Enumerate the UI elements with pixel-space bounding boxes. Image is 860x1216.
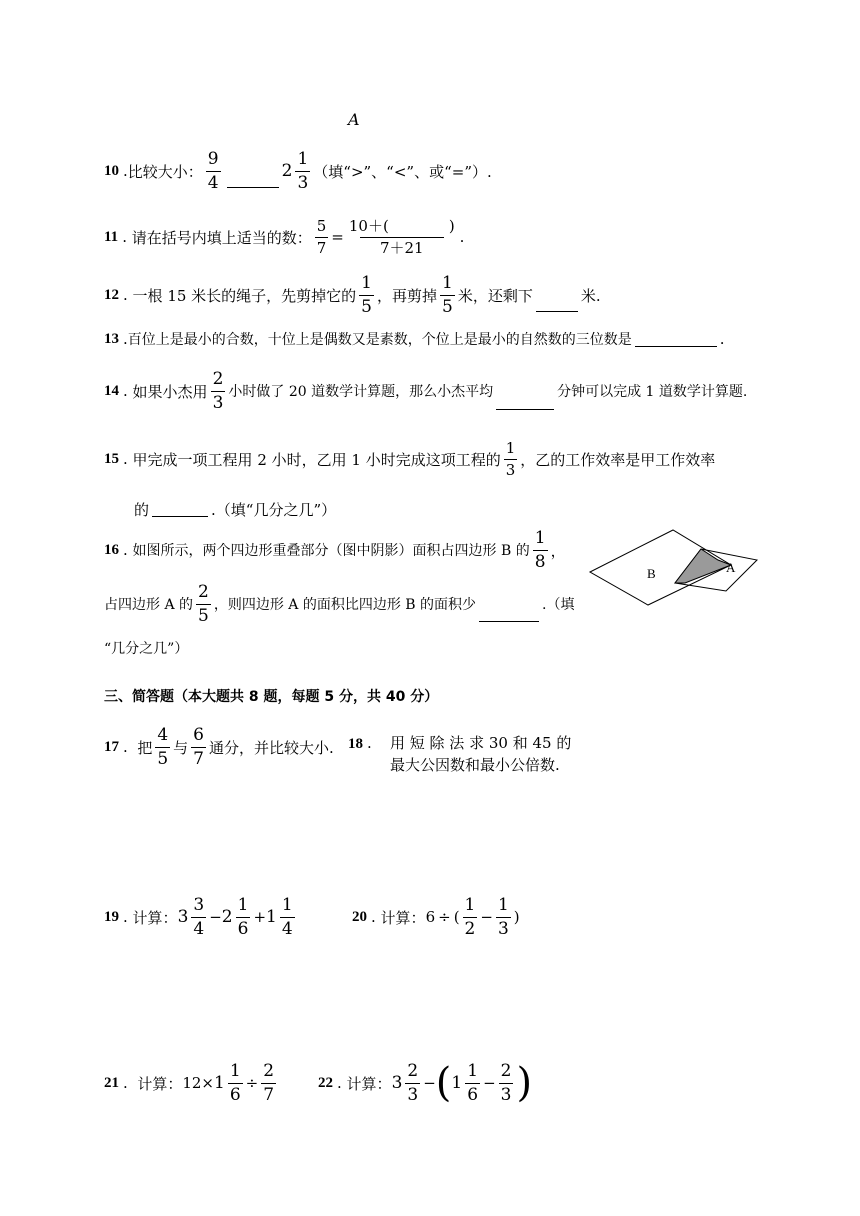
question-number: 17 [104, 738, 119, 755]
q21-prefix: 计算： [137, 1074, 183, 1093]
question-number: 20 [352, 908, 367, 925]
q15-text: .（填“几分之几”） [211, 500, 337, 519]
q16-text: “几分之几”） [104, 641, 189, 657]
question-number: 11 [104, 228, 119, 245]
question-15: 15 . 甲完成一项工程用 2 小时，乙用 1 小时完成这项工程的 $\frac{1}{3}$ ，乙的工作效率是甲工作效率 [104, 438, 716, 479]
q10-suffix: （填“>”、“<”、或“=”）. [313, 162, 492, 181]
q11-prefix: 请在括号内填上适当的数： [131, 228, 312, 247]
fraction: $\frac{1}{2}$ [464, 894, 476, 939]
q15-text: 的 [134, 500, 150, 519]
question-12: 12 . 一根 15 米长的绳子，先剪掉它的 $\frac{1}{5}$ ，再剪掉 $\frac{1}{5}$ 米，还剩下 米. [104, 272, 601, 317]
plus-sign: + [253, 908, 267, 926]
answer-blank[interactable] [536, 310, 578, 312]
question-10 [104, 150, 492, 192]
question-11: 11 . 请在括号内填上适当的数： $\frac{5}{7}$ = $\frac{10+( )}{7+21}$ . [104, 216, 465, 257]
number: 6 [425, 908, 436, 926]
mixed-number: 1 $\frac{1}{6}$ [451, 1060, 479, 1105]
question-18: 18 . [348, 734, 372, 752]
fraction-with-blank[interactable]: $\frac{10+( )}{7+21}$ [348, 216, 455, 257]
q14-text: 小时做了 20 道数学计算题，那么小杰平均 [228, 384, 494, 400]
mixed-number: 1 $\frac{1}{6}$ [214, 1060, 241, 1105]
question-number: 16 [104, 541, 119, 558]
q16-text: .（填 [542, 597, 575, 613]
mixed-number: 2 $\frac{1}{3}$ [281, 148, 309, 193]
q14-text: 如果小杰用 [132, 382, 208, 401]
label-b: B [647, 566, 656, 581]
question-15-continued [134, 498, 336, 520]
mixed-number: 1 $\frac{1}{4}$ [266, 894, 293, 939]
question-number: 19 [104, 908, 119, 925]
fraction: $\frac{1}{5}$ [361, 272, 372, 317]
answer-blank[interactable] [152, 515, 208, 517]
question-number: 18 [348, 736, 363, 752]
q12-text: 米，还剩下 [457, 286, 533, 305]
fraction: $\frac{1}{8}$ [534, 527, 546, 572]
q16-text: ， [550, 541, 566, 560]
mixed-number: 3 $\frac{2}{3}$ [391, 1060, 419, 1105]
q16-text: ，则四边形 A 的面积比四边形 B 的面积少 [213, 597, 477, 613]
q12-text: 一根 15 米长的绳子，先剪掉它的 [132, 286, 357, 305]
q22-prefix: 计算： [346, 1074, 392, 1093]
q20-prefix: 计算： [380, 908, 426, 927]
question-16-continued [104, 582, 575, 626]
q10-period: . [123, 162, 128, 180]
minus-sign: − [480, 908, 493, 926]
q10-prefix: 比较大小： [127, 162, 203, 181]
answer-blank[interactable] [496, 408, 554, 410]
q16-text: 如图所示，两个四边形重叠部分（图中阴影）面积占四边形 B 的 [132, 543, 530, 559]
question-number: 15 [104, 450, 119, 467]
fraction: $\frac{5}{7}$ [316, 216, 327, 257]
q16-text: 占四边形 A 的 [104, 597, 194, 613]
fraction: $\frac{1}{5}$ [442, 272, 453, 317]
q18-line-2: 最大公因数和最小公倍数. [390, 756, 560, 774]
equals-sign: = [331, 228, 344, 246]
question-17: 17 . 把 $\frac{4}{5}$ 与 $\frac{6}{7}$ 通分，并比较大小. [104, 724, 334, 769]
q15-text: ，乙的工作效率是甲工作效率 [520, 450, 716, 469]
fraction: $\frac{2}{5}$ [198, 581, 209, 626]
fraction: $\frac{2}{3}$ [212, 368, 224, 413]
question-number: 12 [104, 286, 119, 303]
answer-blank[interactable] [227, 186, 279, 188]
paren: ( [453, 908, 460, 926]
paren: ) [513, 908, 520, 926]
q12-text: 米. [580, 286, 601, 305]
q19-prefix: 计算： [132, 908, 178, 927]
question-14: 14 . 如果小杰用 $\frac{2}{3}$ 小时做了 20 道数学计算题，那么小杰平均 分钟可以完成 1 道数学计算题. [104, 368, 748, 413]
fraction: $\frac{1}{3}$ [505, 438, 516, 479]
fraction: $\frac{9}{4}$ [207, 148, 219, 193]
section-heading: 三、简答题（本大题共 8 题，每题 5 分，共 40 分） [104, 689, 439, 705]
question-number: 14 [104, 382, 119, 399]
q18-line-1: 用 短 除 法 求 30 和 45 的 [390, 734, 572, 752]
q17-text: 通分，并比较大小. [209, 738, 334, 757]
stray-label-a: A [348, 110, 360, 129]
question-20: 20 . 计算： 6 ÷ ( $\frac{1}{2}$ − $\frac{1}{3}$ ) [352, 894, 520, 939]
question-number: 13 [104, 330, 119, 347]
paren-right: ) [516, 1060, 533, 1106]
q17-text: 把 [137, 738, 153, 757]
minus-sign: − [209, 908, 222, 926]
fraction: $\frac{4}{5}$ [157, 724, 169, 769]
fraction: $\frac{2}{7}$ [263, 1060, 275, 1105]
answer-blank[interactable] [635, 345, 717, 347]
mixed-number: 2 $\frac{1}{6}$ [221, 894, 249, 939]
q14-text: 分钟可以完成 1 道数学计算题. [557, 384, 748, 400]
paren-left: ( [435, 1060, 452, 1106]
question-number: 22 [318, 1074, 333, 1091]
question-16: 16 . 如图所示，两个四边形重叠部分（图中阴影）面积占四边形 B 的 $\frac{1}{8}$ ， [104, 527, 566, 572]
q13-text: 百位上是最小的合数，十位上是偶数又是素数，个位上是最小的自然数的三位数是 [127, 332, 632, 348]
times-sign: × [201, 1074, 214, 1092]
question-13: 13 . 百位上是最小的合数，十位上是偶数又是素数，个位上是最小的自然数的三位数是 . [104, 330, 725, 348]
answer-blank[interactable] [479, 620, 539, 622]
divide-sign: ÷ [245, 1074, 259, 1092]
minus-sign: − [483, 1074, 496, 1092]
quadrilateral-diagram [585, 525, 765, 610]
label-a: A [726, 560, 736, 575]
q11-suffix: . [459, 228, 465, 246]
q17-text: 与 [173, 738, 189, 757]
question-22: 22 . 计算： 3 $\frac{2}{3}$ − ( 1 $\frac{1}{6}$ − $\frac{2}{3}$ ) [318, 1060, 533, 1106]
question-number: 21 [104, 1074, 119, 1091]
fraction: $\frac{1}{3}$ [497, 894, 509, 939]
question-19: 19 . 计算： 3 $\frac{3}{4}$ − 2 $\frac{1}{6}$ + 1 $\frac{1}{4}$ [104, 894, 298, 940]
q12-text: ，再剪掉 [377, 286, 438, 305]
fraction: $\frac{6}{7}$ [193, 724, 204, 769]
mixed-number: 3 $\frac{3}{4}$ [177, 894, 205, 939]
question-number: 10 [104, 162, 119, 179]
q15-text: 甲完成一项工程用 2 小时，乙用 1 小时完成这项工程的 [132, 450, 501, 469]
overlap-shaded-region [675, 549, 731, 583]
minus-sign: − [423, 1074, 436, 1092]
divide-sign: ÷ [438, 908, 451, 926]
question-21: 21 . 计算： 12 × 1 $\frac{1}{6}$ ÷ $\frac{2}{7}$ [104, 1060, 275, 1105]
fraction: $\frac{2}{3}$ [500, 1060, 512, 1105]
number: 12 [182, 1074, 202, 1092]
